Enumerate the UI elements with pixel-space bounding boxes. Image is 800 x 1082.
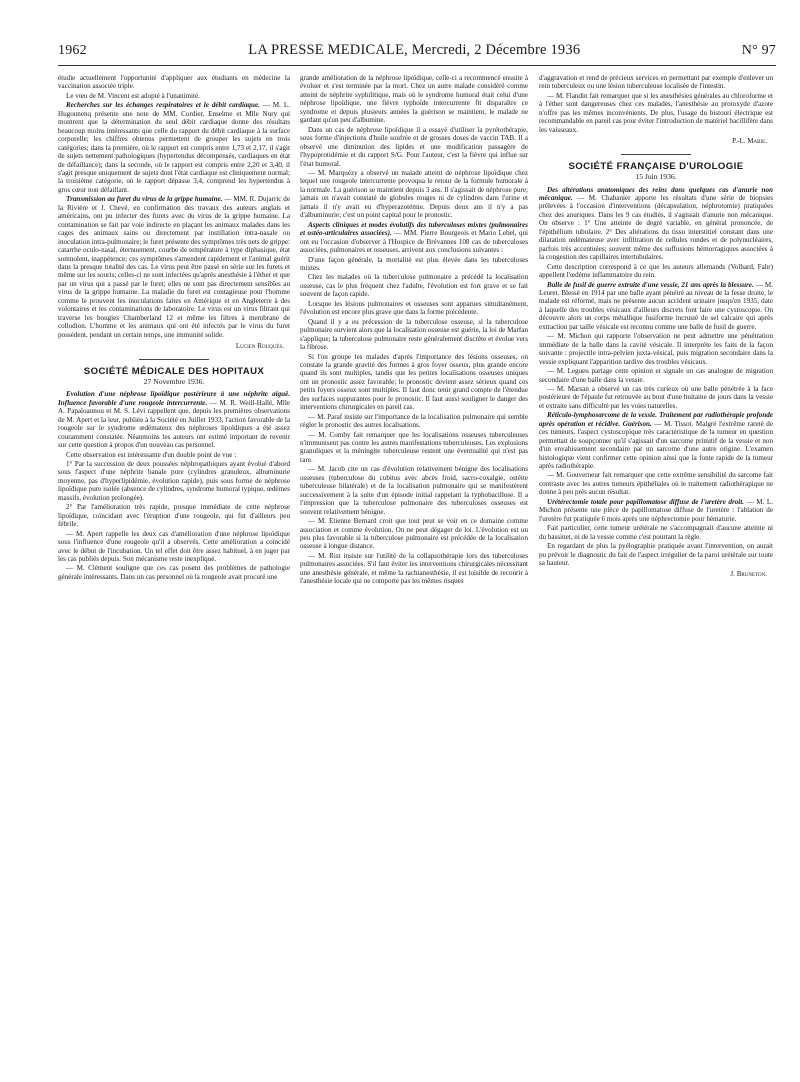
paragraph — [539, 498, 773, 523]
article-heading: Balle de fusil de guerre extraite d'une vessie, 21 ans après la blessure. — [547, 280, 754, 289]
paragraph: Cette description correspond à ce que les auteurs allemands (Volhard, Fahr) appellent l'œdème inflammatoire du rein. — [539, 262, 773, 280]
article-body: — M. Chabanier apporte les résultats d'une série de biopsies prélevées à l'occasion d'interventions (décapsulation, néphrotomie) pratiquées chez des anuriques. Dans les 9 cas étudiés, il s'agissait d'anurie non mécanique. On observe : 1° Une atteinte de degré variable, en général prononcée, de l'épithélium tubulaire. 2° Des altérations du tissu interstitiel constant dans une dilatation œdémateuse avec infiltration de cellules rondes et de polynucléaires, parfois très accentuées; souvent même des suffusions hémorragiques associées à la congestion des capillaires intertubulaires. — [539, 193, 773, 262]
paragraph: étudie actuellement l'opportunité d'appliquer aux étudiants en médecine la vaccination associée triple. — [58, 74, 290, 91]
article-body: — M. Leuret. Blessé en 1914 par une balle ayant pénétré au niveau de la fesse droite, le malade est réformé, mais ne présente aucun accident urinaire jusqu'en 1935, date à laquelle des troubles vésicaux d'ailleurs discrets font faire une cystoscopie. On découvre alors un corps métallique fusiforme incrusté de sel calcaire qui après extraction par taille vésicale est reconnu comme une balle de fusil de guerre. — [539, 280, 773, 331]
paragraph: En regardant de plus la pyélographie pratiquée avant l'intervention, on aurait pu prévoir le diagnostic du fait de l'aspect irrégulier de la paroi urétérale sur toute sa hauteur. — [539, 542, 773, 568]
paragraph: grande amélioration de la néphrose lipoïdique, celle-ci a recommencé ensuite à évoluer et s'est terminée par la mort. Chez un autre malade considéré comme atteint de néphrite syphilitique, mais où le syndrome humoral était celui d'une néphrose lipoïdique, une fièvre typhoïde intercurrente fit disparaître ce syndrome et depuis plusieurs années la guérison se maintient, le malade ne gardant qu'un peu d'albumine. — [300, 74, 528, 125]
paragraph: — M. Etienne Bernard croit que tout peut se voir en ce domaine comme association et comme évolution. On ne peut dégager de loi. L'évolution est un peu plus favorable si la tuberculose pulmonaire est précédée de la localisation osseuse à longue distance. — [300, 517, 528, 551]
header-rule — [58, 65, 776, 66]
article-body: — M. L. Michon présente une pièce de papillomatose diffuse de l'uretère : l'ablation de l'uretère fut pratiquée 6 mois après une néphrectomie pour hématurie. — [539, 497, 773, 523]
article-heading: Aspects cliniques et modes évolutifs des tuberculoses mixtes (pulmonaires et ostéo-articulaires associées). — [300, 220, 528, 238]
section-date: 27 Novembre 1936. — [143, 376, 205, 386]
section-title: SOCIÉTÉ FRANÇAISE D'UROLOGIE — [568, 160, 744, 172]
article-heading: Des altérations anatomiques des reins dans quelques cas d'anurie non mécanique. — [539, 185, 773, 202]
paragraph — [58, 390, 290, 449]
paragraph: — M. Marquézy a observé un malade atteint de néphrose lipoïdique chez lequel une rougeole intercurrente provoqua le retour de la formule humorale à la normale. La guérison se maintient depuis 3 ans. Il s'agissait de néphrose pure; jamais on n'avait constaté de globules rouges ni de cylindres dans l'urine et jamais il n'y avait eu d'hyperazotémie. Depuis deux ans il n'y a pas d'albuminurie; c'est un point capital pour le pronostic. — [300, 168, 528, 220]
paragraph: — M. Clément souligne que ces cas posent des problèmes de pathologie générale intéressants. Dans un cas personnel où la rougeole avait procuré une — [58, 564, 290, 581]
section-date: 15 Juin 1936. — [635, 172, 677, 182]
author-signature: Lucien Rouquès. — [235, 342, 284, 351]
paragraph: 2° Par l'amélioration très rapide, presque immédiate de cette néphrose lipoïdique, coïncidant avec l'éruption d'une rougeole, qui fut d'ailleurs peu fébrile. — [58, 503, 290, 529]
paragraph: — M. Flandin fait remarquer que si les anesthésies générales au chloroforme et à l'éther sont dangereuses chez ces malades, l'anesthésie au protoxyde d'azote n'offre pas les mêmes inconvénients. De plus, l'usage du bistouri électrique est recommandable en pareil cas pour éviter l'introduction de matériel bacillifère dans les vaisseaux. — [539, 91, 773, 134]
journal-title: LA PRESSE MEDICALE, Mercredi, 2 Décembre 1936 — [248, 42, 581, 58]
paragraph — [539, 186, 773, 262]
column-3 — [539, 74, 773, 581]
paragraph: — M. Apert rappelle les deux cas d'amélioration d'une néphrose lipoïdique sous l'influence d'une rougeole qu'il a observés. Cette amélioration a coïncidé avec le début de l'incubation. Un tel effet doit être assez habituel, à en juger par les cas publiés depuis. Son mécanisme reste inexpliqué. — [58, 529, 290, 564]
article-body: — MM. R. Dujarric de la Rivière et J. Chevé, en confirmation des travaux des auteurs anglais et américains, ont pu infecter des furets avec du virus de la grippe humaine. La contamination se fait par voie indirecte en plaçant les animaux malades dans les cages des animaux sains ou directement par instillation intra-nasale ou inoculation intra-pulmonaire; le furet présente des symptômes très nets de grippe: catarrhe oculo-nasal, éternuement, courbe de température à type diphasique, état somnolent, inappétence; ces symptômes s'amendent rapidement et l'animal guérit dans la presque totalité des cas. Le virus peut être passé en série sur les furets et même sur les souris; celles-ci ne sont infectées qu'après anesthésie à l'éther et que par un virus qui a passé par le furet; elles ne sont pas directement sensibles au virus de la grippe humaine. La maladie du furet est contagieuse pour l'homme comme le prouvent les inoculations faites en Amérique et en Angleterre à des volontaires et les contaminations de laboratoire. Le virus est un virus filtrant qui traverse les bougies Chamberland 12 et même les filtres à membrane de collodion. L'homme et les animaux qui ont été infectés par le virus du furet possèdent, pendant un certain temps, une immunité solide. — [58, 195, 290, 339]
author-signature: P.-L. Marie. — [732, 137, 767, 146]
page-header — [58, 42, 776, 66]
paragraph — [300, 221, 528, 255]
article-heading: Recherches sur les échanges respiratoires et le débit cardiaque. — [66, 101, 260, 110]
paragraph: — M. Jacob cite un cas d'évolution relativement bénigne des localisations osseuses (tuberculose du cubitus avec abcès froid, sacro-coxalgie, ostéite tuberculeuse bilatérale) et de la localisation pulmonaire qui se manifestèrent successivement à la suite d'un épisode initial rappelant la typhobacillose. Il a l'impression que la tuberculose pulmonaire des tuberculoses osseuses est souvent relativement bénigne. — [300, 465, 528, 516]
page-number: 1962 — [58, 43, 87, 58]
article-heading: Urétérectomie totale pour papillomatose diffuse de l'uretère droit. — [547, 497, 744, 506]
article-heading: Evolution d'une néphrose lipoïdique postérieure à une néphrite aiguë. Influence favorable d'une rougeole intercurrente. — [58, 390, 290, 407]
paragraph: Quand il y a eu précession de la tuberculose osseuse, si la tuberculose pulmonaire survient alors que la localisation osseuse est guérie, la loi de Marfan s'applique; la tuberculose pulmonaire reste généralement discrète et évolue vers la fibrose. — [300, 317, 528, 352]
paragraph: Lorsque les lésions pulmonaires et osseuses sont apparues simultanément, l'évolution est encore plus grave que dans la forme précédente. — [300, 299, 528, 317]
paragraph: Dans un cas de néphrose lipoïdique il a essayé d'utiliser la pyrétothérapie, sous forme d'injections d'huile soufrée et de grosses doses de vaccin TAB. Il a observé une diminution des lipides et une modification passagère de l'hypoprotidémie et du rapport S/G. Pour l'auteur, c'est la fièvre qui influe sur l'état humoral. — [300, 125, 528, 168]
column-2 — [300, 74, 528, 587]
article-body: — M. R. Weill-Hallé, Mlle A. Papaïoannou et M. S. Lévi rappellent que, depuis les premières observations de M. Apert et la leur, publiée à la Société en Juillet 1933, l'action favorable de la rougeole sur le syndrome œdémateux des néphroses lipoïdiques a été assez couramment constatée. Néanmoins les auteurs ont estimé important de revenir sur cette question à propos d'un nouveau cas personnel. — [58, 398, 290, 450]
column-1 — [58, 74, 290, 582]
issue-number: N° 97 — [741, 43, 776, 58]
paragraph: Fait particulier, cette tumeur urétérale ne s'accompagnait d'aucune atteinte ni du bassinet, ni de la vessie comme c'est pourtant la règle. — [539, 524, 773, 541]
paragraph: Le vœu de M. Vincent est adopté à l'unanimité. — [66, 91, 200, 100]
paragraph — [58, 101, 290, 194]
section-divider — [621, 154, 691, 155]
section-title: SOCIÉTÉ MÉDICALE DES HOPITAUX — [83, 365, 265, 377]
paragraph: — M. Gouverneur fait remarquer que cette extrême sensibilité du sarcome fait contraste avec les autres tumeurs épithéliales où le traitement radiothérapique ne donne à peu près aucun résultat. — [539, 471, 773, 497]
paragraph — [539, 281, 773, 332]
article-heading: Réticulo-lymphosarcome de la vessie. Traitement par radiothérapie profonde après opération et récidive. Guérison. — [539, 411, 773, 428]
paragraph: Chez les malades où la tuberculose pulmonaire a précédé la localisation osseuse, cas le plus fréquent chez l'adulte, l'évolution est fort grave et se fait souvent de façon rapide. — [300, 273, 528, 299]
article-body: — M. L. Hugounenq présente une note de MM. Cordier, Enselme et Mlle Nury qui montrent que la détermination du seul débit cardiaque donne des résultats beaucoup moins intéressants que celle du rapport du débit cardiaque à la surface corporelle; les chiffres obtenus permettent de grouper les sujets en trois catégories; dans la première, où le rapport est compris entre 1,73 et 2,17, il s'agit de sujets nettement pathologiques (hypertendus décompensés, cardiaques en état de défaillance); dans la seconde, où le rapport est compris entre 2,20 et 3,40, il s'agit presque uniquement de sujets dont l'état cardiaque est cliniquement normal; la troisième catégorie, où le rapport dépasse 3,4, comprend les hypertendus à gros cœur non défaillant. — [58, 101, 290, 194]
paragraph: — M. Marsan a observé un cas très curieux où une balle pénétrée à la face postérieure de l'épaule fut retrouvée au bout d'une huitaine de jours dans la vessie et extraite sans difficulté par les voies naturelles. — [539, 384, 773, 410]
paragraph — [539, 411, 773, 470]
author-signature: J. Bruneton. — [730, 570, 767, 579]
article-heading: Transmission au furet du virus de la grippe humaine. — [66, 195, 223, 204]
paragraph — [58, 195, 290, 339]
paragraph: — M. Rist insiste sur l'utilité de la collapsothérapie lors des tuberculoses pulmonaires associées. S'il faut éviter les interventions chirurgicales nécessitant une anesthésie générale, et même la rachianesthésie, il est loisible de recourir à l'anesthésie locale qui ne comporte pas les mêmes risques — [300, 551, 528, 586]
article-body: — M. Tissot. Malgré l'extrême rareté de ces tumeurs, l'aspect cystoscopique très caractéristique de la tumeur en question permettait de soupçonner qu'il s'agissait d'un sarcome primitif de la vessie et non d'un envahissement secondaire par un sarcome d'une autre origine. L'examen histologique vient confirmer cette opinion ainsi que la fonte rapide de la tumeur après radiothérapie. — [539, 419, 774, 471]
paragraph: 1° Par la succession de deux poussées néphropathiques ayant évolué d'abord sous l'aspect d'une néphrite banale pure (cylindres granuleux, albuminurie moyenne, pas d'hyperlipidémie, évolution rapide), puis sous forme de néphrose lipoïdique pure isolée (absence de cylindres, syndrome humoral typique, œdèmes massifs, évolution prolongée). — [58, 460, 290, 502]
article-body: — MM. Pierre Bourgeois et Mario Lebel, qui ont eu l'occasion d'observer à l'Hospice de Brévannes 108 cas de tuberculoses associées, pulmonaires et osseuses, arrivent aux conclusions suivantes : — [300, 229, 528, 255]
paragraph: — M. Comby fait remarquer que les localisations osseuses tuberculeuses n'immunisent pas contre les autres manifestations tuberculeuses. Les explosions granuliques et la méningite tuberculeuse restent une éventualité qui n'est pas rare. — [300, 430, 528, 464]
paragraph: Cette observation est intéressante d'un double point de vue : — [66, 450, 237, 459]
section-divider — [139, 359, 209, 360]
paragraph: D'une façon générale, la mortalité est plus élevée dans les tuberculoses mixtes. — [300, 255, 528, 272]
paragraph: — M. Michon qui rapporte l'observation ne peut admettre une pénétration immédiate de la balle dans la cavité vésicale. Il interprète les faits de la façon suivante : projectile intra-pelvien juxta-vésical, puis migration secondaire dans la vessie expliquant l'apparition tardive des troubles vésicaux. — [539, 332, 773, 366]
paragraph: — M. Paraf insiste sur l'importance de la localisation pulmonaire qui semble régler le pronostic des autres localisations. — [300, 412, 528, 430]
paragraph: — M. Legueu partage cette opinion et signale un cas analogue de migration secondaire d'une balle dans la vessie. — [539, 367, 773, 384]
paragraph: d'aggravation et rend de précieux services en permettant par exemple d'enlever un rein tuberculeux ou une lésion tuberculeuse localisée de l'intestin. — [539, 74, 773, 91]
paragraph: Si l'on groupe les malades d'après l'importance des lésions osseuses, on constate la grande gravité des formes à gros foyer osseux, plus grande encore quand ils sont multiples, tandis que les petites localisations osseuses uniques ont un pronostic assez favorable; le pronostic devient assez sérieux quand ces petits foyers osseux sont multiples. Il faut donc tenir grand compte de l'étendue des surfaces suppurantes pour le pronostic. Il faut aussi souligner le danger des interventions chirurgicales en pareil cas. — [300, 352, 528, 412]
